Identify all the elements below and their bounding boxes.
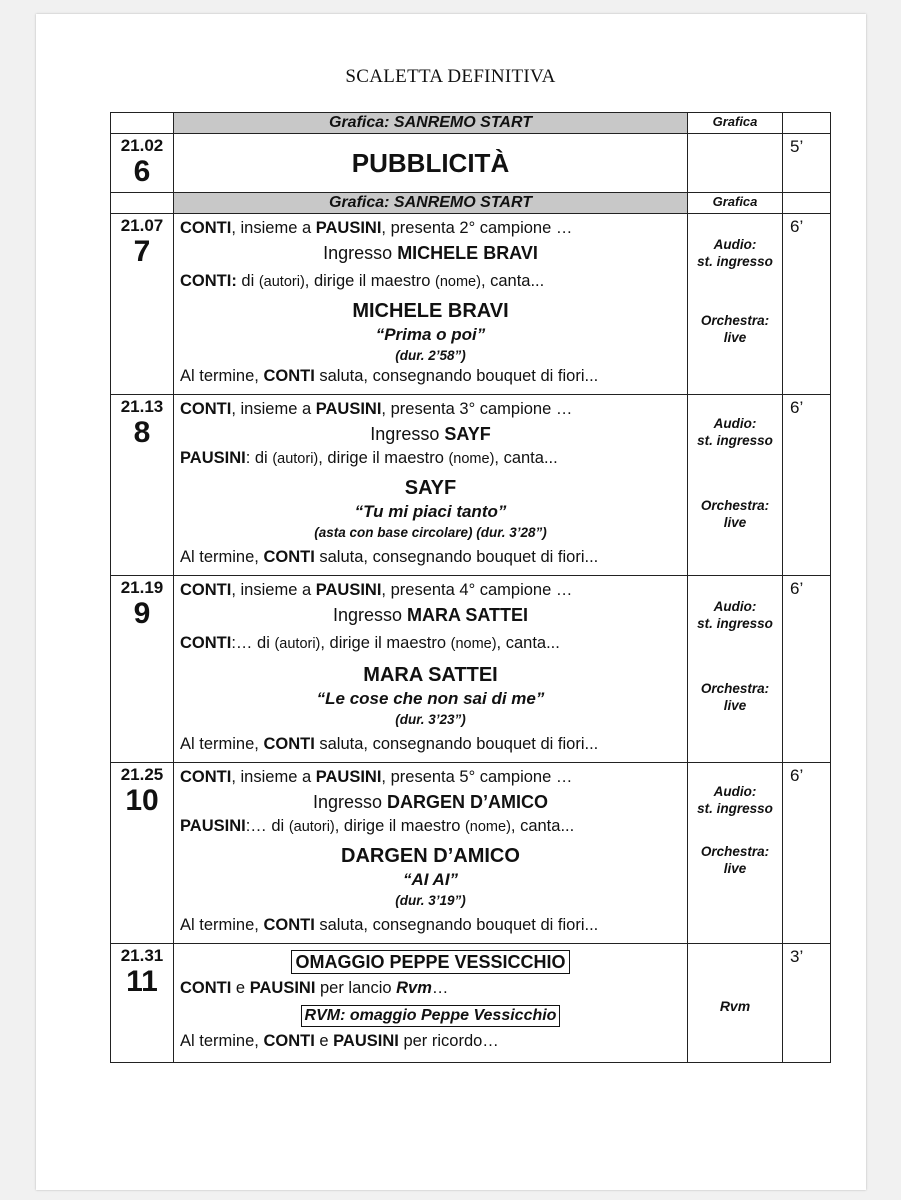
- schedule-row-9: [111, 576, 831, 763]
- duration-cell: [783, 395, 831, 576]
- time-cell: [111, 576, 174, 763]
- notes-cell: [688, 395, 783, 576]
- schedule-row-8: [111, 395, 831, 576]
- duration: 5’: [790, 137, 804, 156]
- duration: 6’: [790, 217, 804, 236]
- time-cell: [111, 214, 174, 395]
- duration-cell: [783, 214, 831, 395]
- orchestra-note: Orchestra: live: [700, 498, 770, 530]
- audio-note: Audio: st. ingresso: [697, 237, 773, 269]
- grafica-row: [111, 193, 831, 214]
- grafica-row: [111, 113, 831, 134]
- time-label: 21.07: [120, 216, 164, 235]
- closing-line: Al termine, CONTI e PAUSINI per ricordo…: [180, 1032, 499, 1050]
- tribute-title: OMAGGIO PEPPE VESSICCHIO: [291, 950, 569, 974]
- intro-line: CONTI, insieme a PAUSINI, presenta 5° campione …: [180, 768, 573, 786]
- conductor-line: CONTI:… di (autori), dirige il maestro (nome), canta...: [180, 634, 560, 652]
- content-cell: [174, 214, 688, 395]
- duration-cell: [783, 134, 831, 193]
- artist-name: SAYF: [404, 477, 457, 499]
- empty-cell: [111, 193, 174, 214]
- notes-cell: [688, 763, 783, 944]
- audio-note: Audio: st. ingresso: [697, 416, 773, 448]
- artist-name: DARGEN D’AMICO: [341, 845, 520, 867]
- conductor-line: PAUSINI:… di (autori), dirige il maestro (nome), canta...: [180, 817, 575, 835]
- orchestra-note: Orchestra: live: [700, 844, 770, 876]
- artist-name: MICHELE BRAVI: [352, 300, 509, 322]
- ingresso-line: Ingresso MICHELE BRAVI: [323, 243, 538, 263]
- grafica-tag: Grafica: [688, 113, 783, 134]
- song-note: (dur. 3’19”): [395, 893, 466, 908]
- intro-line: CONTI, insieme a PAUSINI, presenta 4° campione …: [180, 581, 573, 599]
- notes-cell: [688, 134, 783, 193]
- song-note: (dur. 3’23”): [395, 712, 466, 727]
- orchestra-note: Orchestra: live: [700, 313, 770, 345]
- tribute-title-line: [180, 948, 681, 974]
- duration-cell: [783, 944, 831, 1063]
- song-title: “Prima o poi”: [375, 325, 486, 344]
- segment-number: 7: [133, 235, 151, 268]
- song-note: (asta con base circolare) (dur. 3’28”): [314, 525, 547, 540]
- notes-cell: [688, 214, 783, 395]
- intro-line: CONTI e PAUSINI per lancio Rvm…: [180, 979, 449, 997]
- time-cell: [111, 944, 174, 1063]
- content-cell: [174, 763, 688, 944]
- schedule-row-6: [111, 134, 831, 193]
- rvm-note: Rvm: [719, 998, 751, 1014]
- content-cell: [174, 944, 688, 1063]
- closing-line: Al termine, CONTI saluta, consegnando bouquet di fiori...: [180, 548, 599, 566]
- content-cell: [174, 395, 688, 576]
- content-cell: [174, 576, 688, 763]
- song-note: (dur. 2’58”): [395, 348, 466, 363]
- segment-number: 10: [125, 784, 159, 817]
- intro-line: CONTI, insieme a PAUSINI, presenta 2° campione …: [180, 219, 573, 237]
- notes-cell: [688, 576, 783, 763]
- time-label: 21.19: [120, 578, 164, 597]
- time-cell: [111, 763, 174, 944]
- time-cell: [111, 134, 174, 193]
- closing-line: Al termine, CONTI saluta, consegnando bouquet di fiori...: [180, 367, 599, 385]
- time-label: 21.31: [120, 946, 164, 965]
- duration: 6’: [790, 398, 804, 417]
- empty-cell: [783, 113, 831, 134]
- closing-line: Al termine, CONTI saluta, consegnando bouquet di fiori...: [180, 735, 599, 753]
- notes-cell: [688, 944, 783, 1063]
- content-cell: [174, 134, 688, 193]
- schedule-row-10: [111, 763, 831, 944]
- orchestra-note: Orchestra: live: [700, 681, 770, 713]
- time-label: 21.13: [120, 397, 164, 416]
- schedule-row-7: [111, 214, 831, 395]
- grafica-label: Grafica: SANREMO START: [174, 113, 688, 134]
- duration-cell: [783, 763, 831, 944]
- segment-number: 11: [126, 965, 158, 998]
- ingresso-line: Ingresso SAYF: [370, 424, 491, 444]
- duration-cell: [783, 576, 831, 763]
- ingresso-line: Ingresso MARA SATTEI: [332, 605, 529, 625]
- intro-line: CONTI, insieme a PAUSINI, presenta 3° campione …: [180, 400, 573, 418]
- audio-note: Audio: st. ingresso: [697, 784, 773, 816]
- empty-cell: [783, 193, 831, 214]
- conductor-line: PAUSINI: di (autori), dirige il maestro (nome), canta...: [180, 449, 558, 467]
- artist-name: MARA SATTEI: [363, 664, 498, 686]
- segment-number: 6: [133, 155, 151, 188]
- rvm-line: [180, 1005, 681, 1027]
- time-label: 21.02: [120, 136, 164, 155]
- grafica-label: Grafica: SANREMO START: [174, 193, 688, 214]
- rvm-label: RVM: omaggio Peppe Vessicchio: [301, 1005, 561, 1027]
- schedule-row-11: [111, 944, 831, 1063]
- closing-line: Al termine, CONTI saluta, consegnando bouquet di fiori...: [180, 916, 599, 934]
- segment-number: 8: [133, 416, 151, 449]
- conductor-line: CONTI: di (autori), dirige il maestro (nome), canta...: [180, 272, 545, 290]
- grafica-tag: Grafica: [688, 193, 783, 214]
- song-title: “AI AI”: [402, 870, 459, 889]
- time-label: 21.25: [120, 765, 164, 784]
- time-cell: [111, 395, 174, 576]
- schedule-table: [110, 112, 831, 1063]
- duration: 6’: [790, 766, 804, 785]
- duration: 6’: [790, 579, 804, 598]
- song-title: “Tu mi piaci tanto”: [354, 502, 507, 521]
- segment-number: 9: [133, 597, 151, 630]
- audio-note: Audio: st. ingresso: [697, 599, 773, 631]
- segment-title: PUBBLICITÀ: [351, 148, 510, 178]
- ingresso-line: Ingresso DARGEN D’AMICO: [312, 792, 549, 812]
- duration: 3’: [790, 947, 804, 966]
- song-title: “Le cose che non sai di me”: [316, 689, 545, 708]
- document-title: SCALETTA DEFINITIVA: [345, 66, 556, 87]
- empty-cell: [111, 113, 174, 134]
